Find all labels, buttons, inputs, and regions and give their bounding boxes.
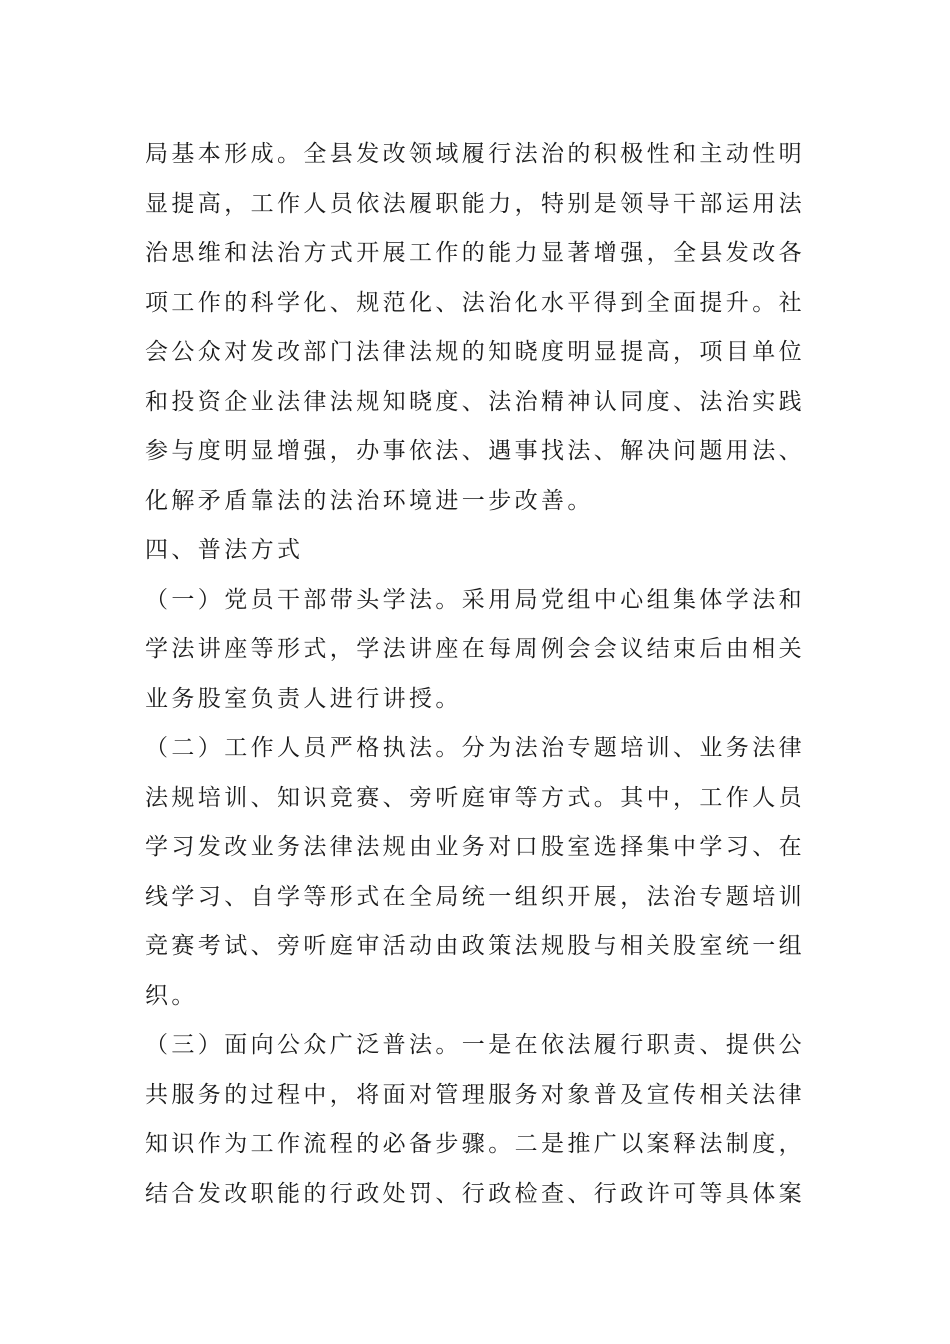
text-line: 竞赛考试、旁听庭审活动由政策法规股与相关股室统一组 (145, 933, 805, 959)
text-line: 法规培训、知识竞赛、旁听庭审等方式。其中，工作人员 (145, 784, 805, 811)
text-line: 项工作的科学化、规范化、法治化水平得到全面提升。社 (145, 289, 805, 316)
document-body (145, 130, 810, 1219)
section-heading: 四、普法方式 (145, 537, 304, 563)
text-line: 结合发改职能的行政处罚、行政检查、行政许可等具体案 (145, 1180, 805, 1207)
text-line: 参与度明显增强，办事依法、遇事找法、解决问题用法、 (145, 438, 805, 464)
text-line: 织。 (145, 982, 198, 1009)
text-line: 线学习、自学等形式在全局统一组织开展，法治专题培训 (145, 883, 805, 910)
text-line: 会公众对发改部门法律法规的知晓度明显提高，项目单位 (145, 339, 805, 365)
text-line: 局基本形成。全县发改领域履行法治的积极性和主动性明 (145, 141, 805, 167)
text-line: 学习发改业务法律法规由业务对口股室选择集中学习、在 (145, 834, 805, 860)
text-line: （二）工作人员严格执法。分为法治专题培训、业务法律 (145, 735, 805, 761)
text-line: 共服务的过程中，将面对管理服务对象普及宣传相关法律 (145, 1081, 805, 1108)
text-line: 业务股室负责人进行讲授。 (145, 685, 462, 712)
text-line: 化解矛盾靠法的法治环境进一步改善。 (145, 487, 594, 514)
text-line: （三）面向公众广泛普法。一是在依法履行职责、提供公 (145, 1032, 805, 1058)
text-line: 治思维和法治方式开展工作的能力显著增强，全县发改各 (145, 240, 805, 266)
text-line: （一）党员干部带头学法。采用局党组中心组集体学法和 (145, 586, 805, 613)
text-line: 和投资企业法律法规知晓度、法治精神认同度、法治实践 (145, 388, 805, 415)
text-line: 知识作为工作流程的必备步骤。二是推广以案释法制度， (145, 1131, 805, 1157)
text-line: 学法讲座等形式，学法讲座在每周例会会议结束后由相关 (145, 636, 805, 662)
text-line: 显提高，工作人员依法履职能力，特别是领导干部运用法 (145, 190, 805, 217)
